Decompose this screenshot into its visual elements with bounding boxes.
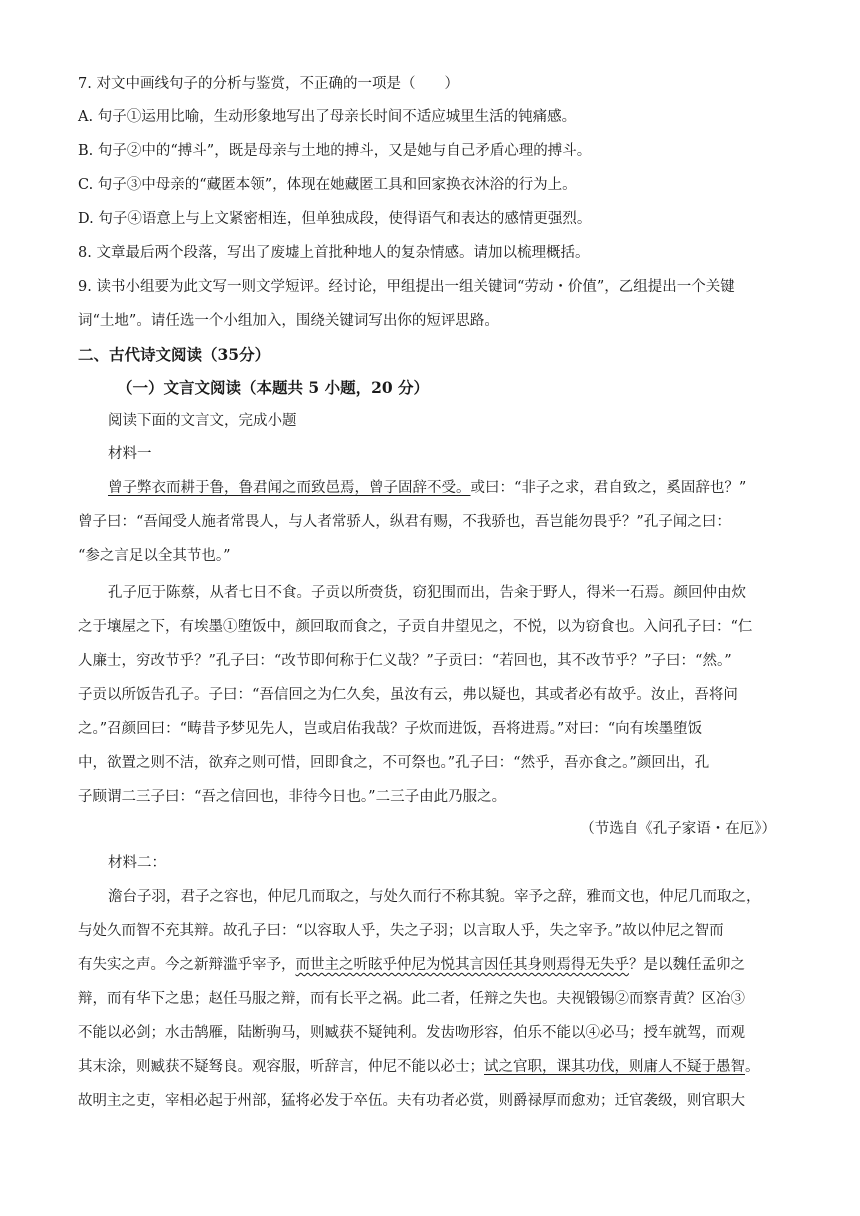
m2-line-2: 与处久而智不充其辩。故孔子曰：“以容取人乎，失之子羽；以言取人乎，失之宰予。”故以仲尼之智而 bbox=[78, 923, 724, 939]
m2-line-7: 故明主之吏，宰相必起于州部，猛将必发于卒伍。夫有功者必赏，则爵禄厚而愈劝；迁官袭级，则官职大 bbox=[78, 1093, 745, 1109]
material-2-label: 材料二： bbox=[108, 855, 166, 871]
question-7-option-c: C. 句子③中母亲的“藏匿本领”，体现在她藏匿工具和回家换衣沐浴的行为上。 bbox=[78, 177, 577, 193]
question-9-line-1: 9. 读书小组要为此文写一则文学短评。经讨论，甲组提出一组关键词“劳动・价值”，乙组提出一个关键 bbox=[78, 279, 735, 295]
instruction: 阅读下面的文言文，完成小题 bbox=[108, 413, 297, 429]
m2-line-1: 澹台子羽，君子之容也，仲尼几而取之，与处久而行不称其貌。宰予之辞，雅而文也，仲尼几而取之， bbox=[108, 889, 761, 905]
text-span: 。 bbox=[745, 1059, 760, 1075]
m2-line-5: 不能以必剑；水击鹄雁，陆断驹马，则臧获不疑钝利。发齿吻形容，伯乐不能以④必马；授车就驾，而观 bbox=[78, 1025, 745, 1041]
question-7-option-d: D. 句子④语意上与上文紧密相连，但单独成段，使得语气和表达的感情更强烈。 bbox=[78, 211, 592, 227]
question-9-line-2: 词“土地”。请任选一个小组加入，围绕关键词写出你的短评思路。 bbox=[78, 313, 499, 329]
question-8: 8. 文章最后两个段落，写出了废墟上首批种地人的复杂情感。请加以梳理概括。 bbox=[78, 245, 590, 261]
section-title: 二、古代诗文阅读（35分） bbox=[78, 345, 271, 364]
m1-p2-line-4: 子贡以所饭告孔子。子曰：“吾信回之为仁久矣，虽汝有云，弗以疑也，其或者必有故乎。汝止，吾将问 bbox=[78, 687, 738, 703]
question-7-option-a: A. 句子①运用比喻，生动形象地写出了母亲长时间不适应城里生活的钝痛感。 bbox=[78, 109, 577, 125]
question-7: 7. 对文中画线句子的分析与鉴赏，不正确的一项是（ ） bbox=[78, 76, 459, 92]
underlined-sentence: 曾子弊衣而耕于鲁，鲁君闻之而致邑焉，曾子固辞不受。 bbox=[108, 480, 471, 496]
text-span: ？是以魏任孟卯之 bbox=[629, 957, 745, 973]
m1-p2-line-7: 子顾谓二三子曰：“吾之信回也，非待今日也。”二三子由此乃服之。 bbox=[78, 789, 507, 805]
question-7-option-b: B. 句子②中的“搏斗”，既是母亲与土地的搏斗，又是她与自己矛盾心理的搏斗。 bbox=[78, 143, 592, 159]
m1-p2-line-1: 孔子厄于陈蔡，从者七日不食。子贡以所赍货，窃犯围而出，告籴于野人，得米一石焉。颜回仲由炊 bbox=[108, 585, 746, 601]
m2-line-6 bbox=[78, 1057, 760, 1077]
m1-p1-line-2: 曾子曰：“吾闻受人施者常畏人，与人者常骄人，纵君有赐，不我骄也，吾岂能勿畏乎？”孔子闻之曰： bbox=[78, 514, 731, 530]
text-span: 其末涂，则臧获不疑驽良。观容服，听辞言，仲尼不能以必士； bbox=[78, 1059, 484, 1075]
m2-line-4: 辩，而有华下之患；赵任马服之辩，而有长平之祸。此二者，任辩之失也。夫视锻锡②而察青黄？区冶③ bbox=[78, 991, 745, 1007]
material-1-label: 材料一 bbox=[108, 446, 152, 462]
m1-p2-line-2: 之于壤屋之下，有埃墨①堕饭中，颜回取而食之，子贡自井望见之，不悦，以为窃食也。入问孔子曰：“仁 bbox=[78, 619, 753, 635]
text-span: 有失实之声。今之新辩滥乎宰予， bbox=[78, 957, 296, 973]
m1-p1-line-3: “参之言足以全其节也。” bbox=[78, 548, 231, 564]
source-citation: （节选自《孔子家语・在厄》） bbox=[580, 821, 776, 837]
m1-p2-line-6: 中，欲置之则不洁，欲弃之则可惜，回即食之，不可祭也。”孔子曰：“然乎，吾亦食之。”颜回出，孔 bbox=[78, 755, 710, 771]
m1-p1-line-1 bbox=[108, 478, 746, 498]
text-span: 或曰：“非子之求，君自致之，奚固辞也？” bbox=[470, 480, 747, 496]
wavy-underlined-sentence: 而世主之听眩乎仲尼为悦其言因任其身则焉得无失乎 bbox=[295, 957, 629, 973]
m1-p2-line-5: 之。”召颜回曰：“畴昔予梦见先人，岂或启佑我哉？子炊而进饭，吾将进焉。”对曰：“向有埃墨堕饭 bbox=[78, 721, 703, 737]
subsection-title: （一）文言文阅读（本题共 5 小题，20 分） bbox=[117, 378, 430, 397]
underlined-sentence: 试之官职，课其功伐，则庸人不疑于愚智 bbox=[484, 1059, 745, 1075]
m1-p2-line-3: 人廉士，穷改节乎？”孔子曰：“改节即何称于仁义哉？”子贡曰：“若回也，其不改节乎？”子曰：“然。” bbox=[78, 653, 732, 669]
m2-line-3 bbox=[78, 955, 745, 975]
